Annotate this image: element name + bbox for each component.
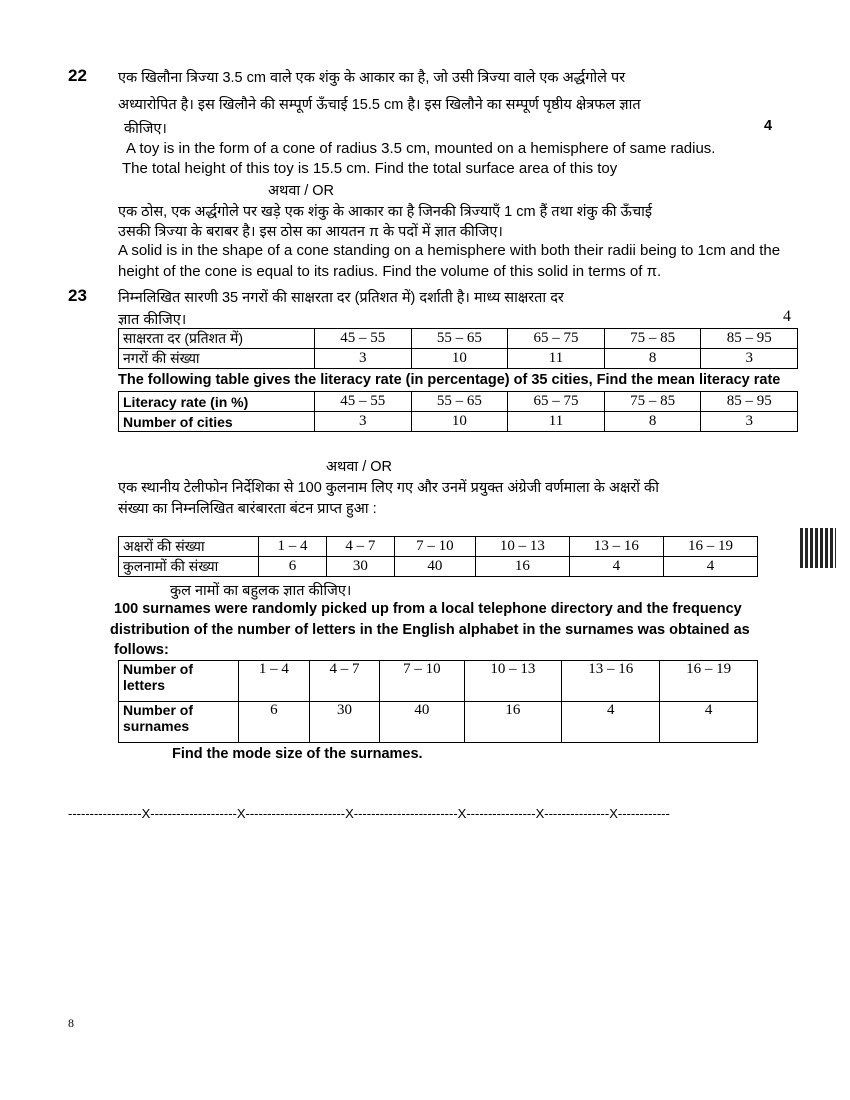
qr-code: [800, 528, 836, 568]
surname-table-hindi: [118, 536, 758, 577]
table-cell: 30: [326, 557, 394, 577]
table-row: [119, 392, 798, 412]
table-row: [119, 537, 758, 557]
q22-hindi-line: अध्यारोपित है। इस खिलौने की सम्पूर्ण ऊँचाई 15.5 cm है। इस खिलौने का सम्पूर्ण पृष्ठीय क्षेत्रफल ज्ञात: [118, 97, 641, 113]
table-cell: 30: [309, 702, 380, 743]
q23-english-line: The following table gives the literacy rate (in percentage) of 35 cities, Find the mean literacy rate: [118, 372, 781, 388]
q22-alt-hindi-line: एक ठोस, एक अर्द्धगोले पर खड़े एक शंकु के आकार का है जिनकी त्रिज्याएँ 1 cm हैं तथा शंकु की ऊँचाई: [118, 204, 653, 220]
table-header-cell: साक्षरता दर (प्रतिशत में): [119, 329, 315, 349]
q23-alt-english-line: follows:: [114, 642, 169, 658]
table-cell: 11: [508, 349, 605, 369]
table-row: [119, 349, 798, 369]
table-cell: 4 – 7: [326, 537, 394, 557]
table-cell: 3: [701, 349, 798, 369]
q23-alt-hindi-question: कुल नामों का बहुलक ज्ञात कीजिए।: [170, 583, 352, 599]
table-header-cell: Number of letters: [119, 661, 239, 702]
q22-alt-english-line: A solid is in the shape of a cone standing on a hemisphere with both their radii being to 1cm and the: [118, 242, 781, 259]
table-row: [119, 702, 758, 743]
q23-hindi-line: निम्नलिखित सारणी 35 नगरों की साक्षरता दर (प्रतिशत में) दर्शाती है। माध्य साक्षरता दर: [118, 290, 564, 306]
table-header-cell: नगरों की संख्या: [119, 349, 315, 369]
marks: 4: [764, 118, 773, 134]
table-cell: 6: [259, 557, 327, 577]
table-row: [119, 329, 798, 349]
table-cell: 3: [315, 349, 412, 369]
page-number: 8: [68, 1016, 74, 1030]
table-cell: 4: [569, 557, 663, 577]
table-cell: 7 – 10: [380, 661, 464, 702]
surname-table-english: [118, 660, 758, 743]
table-cell: 3: [701, 412, 798, 432]
table-cell: 40: [394, 557, 475, 577]
table-cell: 55 – 65: [411, 329, 508, 349]
table-row: [119, 661, 758, 702]
q23-hindi-line: ज्ञात कीजिए।: [118, 312, 187, 328]
table-cell: 16 – 19: [660, 661, 758, 702]
q23-alt-english-line: distribution of the number of letters in the English alphabet in the surnames was obtained as: [110, 622, 750, 638]
table-cell: 45 – 55: [315, 329, 412, 349]
table-header-cell: Number of surnames: [119, 702, 239, 743]
table-cell: 65 – 75: [508, 392, 605, 412]
q22-english-line: The total height of this toy is 15.5 cm. Find the total surface area of this toy: [122, 160, 618, 177]
table-cell: 8: [604, 412, 701, 432]
table-header-cell: अक्षरों की संख्या: [119, 537, 259, 557]
q22-alt-english-line: height of the cone is equal to its radius. Find the volume of this solid in terms of π.: [118, 263, 662, 280]
table-cell: 75 – 85: [604, 329, 701, 349]
table-cell: 7 – 10: [394, 537, 475, 557]
q22-english-line: A toy is in the form of a cone of radius 3.5 cm, mounted on a hemisphere of same radius.: [126, 140, 716, 157]
table-cell: 8: [604, 349, 701, 369]
table-cell: 40: [380, 702, 464, 743]
table-cell: 13 – 16: [562, 661, 660, 702]
table-cell: 45 – 55: [315, 392, 412, 412]
table-row: [119, 412, 798, 432]
table-cell: 13 – 16: [569, 537, 663, 557]
table-cell: 10: [411, 349, 508, 369]
table-cell: 4 – 7: [309, 661, 380, 702]
end-separator: -----------------X--------------------X-----------------------X------------------------X----------------X---------------X------------: [68, 806, 670, 821]
table-cell: 65 – 75: [508, 329, 605, 349]
literacy-table-english: [118, 391, 798, 432]
table-cell: 16: [475, 557, 569, 577]
table-row: [119, 557, 758, 577]
marks: 4: [783, 308, 791, 325]
q23-alt-english-line: 100 surnames were randomly picked up from a local telephone directory and the frequency: [114, 601, 742, 617]
q22-alt-hindi-line: उसकी त्रिज्या के बराबर है। इस ठोस का आयतन π के पदों में ज्ञात कीजिए।: [118, 224, 503, 240]
table-cell: 75 – 85: [604, 392, 701, 412]
table-cell: 16 – 19: [663, 537, 757, 557]
table-header-cell: कुलनामों की संख्या: [119, 557, 259, 577]
q23-alt-hindi-line: संख्या का निम्नलिखित बारंबारता बंटन प्राप्त हुआ :: [118, 501, 377, 517]
or-label: अथवा / OR: [326, 459, 392, 475]
q22-hindi-line: एक खिलौना त्रिज्या 3.5 cm वाले एक शंकु के आकार का है, जो उसी त्रिज्या वाले एक अर्द्धगोले पर: [118, 70, 626, 86]
or-label: अथवा / OR: [268, 183, 334, 199]
q23-alt-english-question: Find the mode size of the surnames.: [172, 746, 423, 762]
table-cell: 4: [562, 702, 660, 743]
table-cell: 1 – 4: [259, 537, 327, 557]
table-cell: 10 – 13: [464, 661, 562, 702]
q22-hindi-line: कीजिए।: [124, 121, 167, 137]
question-number: 22: [68, 66, 87, 85]
table-cell: 1 – 4: [239, 661, 310, 702]
table-cell: 85 – 95: [701, 392, 798, 412]
table-cell: 10: [411, 412, 508, 432]
q23-alt-hindi-line: एक स्थानीय टेलीफोन निर्देशिका से 100 कुलनाम लिए गए और उनमें प्रयुक्त अंग्रेजी वर्णमाला के अक्षरों की: [118, 480, 659, 496]
table-cell: 55 – 65: [411, 392, 508, 412]
table-cell: 10 – 13: [475, 537, 569, 557]
table-cell: 16: [464, 702, 562, 743]
literacy-table-hindi: [118, 328, 798, 369]
question-number: 23: [68, 286, 87, 305]
table-header-cell: Literacy rate (in %): [119, 392, 315, 412]
table-header-cell: Number of cities: [119, 412, 315, 432]
table-cell: 6: [239, 702, 310, 743]
table-cell: 11: [508, 412, 605, 432]
table-cell: 4: [660, 702, 758, 743]
table-cell: 3: [315, 412, 412, 432]
table-cell: 4: [663, 557, 757, 577]
table-cell: 85 – 95: [701, 329, 798, 349]
